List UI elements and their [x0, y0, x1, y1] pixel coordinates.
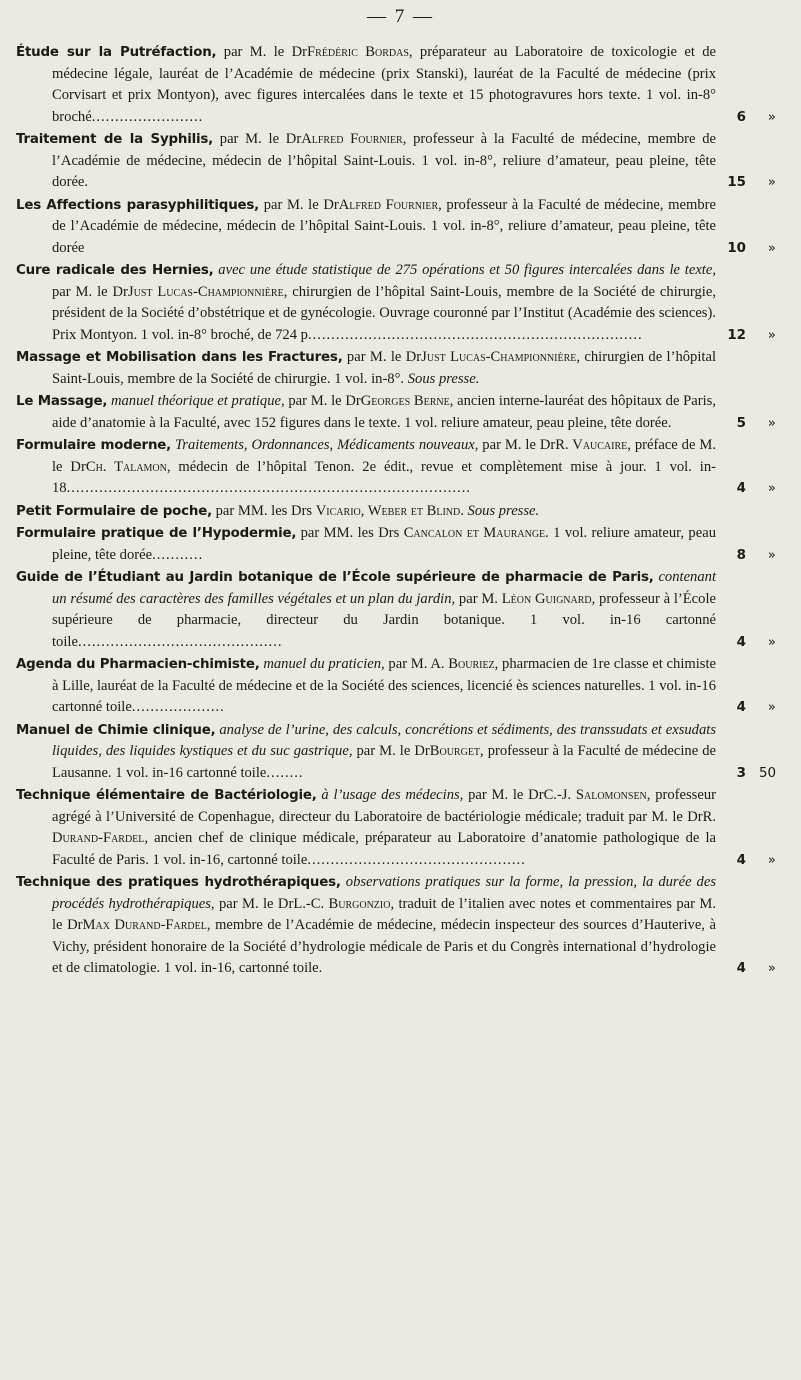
entry-text: par MM. les D: [296, 525, 389, 541]
price: [724, 369, 786, 391]
entry-text: par M. le D: [52, 283, 124, 300]
entry-text: r: [697, 808, 703, 825]
entry-text: , chirurgien de l’hôpital Saint-Louis, membre de la Société de chirurgie, président de la Société d’obstétrique et de gynécologie. Ouvrage couronné par l’Institut (Académie des sciences). Prix Montyon. 1 vol. in-8° broché, de 724 p: [52, 283, 716, 343]
author-name: Max Durand-Fardel: [82, 917, 207, 933]
leader-dots: ...........: [152, 546, 204, 563]
price-centimes: »: [767, 547, 776, 563]
entry-title: Guide de l’Étudiant au Jardin botanique de l’École supérieure de pharmacie de Paris,: [16, 570, 654, 585]
entry-text: par M. le D: [213, 131, 297, 147]
entry-text: par M. le D: [352, 743, 425, 759]
price: [724, 238, 786, 260]
catalogue-entry: [16, 260, 786, 346]
leader-dots: ........: [266, 764, 304, 781]
entry-text: par M. le D: [259, 196, 334, 213]
price: [724, 545, 786, 567]
price-centimes: »: [767, 327, 776, 343]
author-name: C.-J. Salomonsen: [543, 787, 647, 803]
entry-description: [16, 654, 716, 719]
author-name: Alfred Fournier: [301, 131, 403, 147]
entry-description: [16, 391, 716, 434]
author-name: Cancalon et Maurange: [403, 525, 546, 541]
entry-text: , préparateur au Laboratoire de toxicologie et de médecine légale, lauréat de l’Académie de médecine (prix Stanski), lauréat de la Faculté de médecine (prix Corvisart et prix Montyon), avec figures intercalées dans le texte et 15 photogravures hors texte. 1 vol. in-8° broché: [52, 44, 716, 125]
entry-text: , professeur agrégé à l’Université de Copenhague, directeur du Laboratoire de bactériologie médicale; traduit par M. le D: [52, 787, 716, 825]
catalogue-entry: [16, 129, 786, 194]
entry-title: Cure radicale des Hernies,: [16, 263, 214, 278]
entry-text: par M.: [455, 590, 502, 607]
entry-text: r: [538, 787, 544, 803]
entry-text: r: [123, 283, 128, 300]
author-name: Georges Berne: [360, 393, 450, 409]
price-centimes: »: [767, 109, 776, 125]
entry-text: r: [296, 131, 302, 147]
leader-dots: ...............................................: [307, 851, 526, 868]
price-francs: 8: [736, 547, 746, 563]
price: [724, 172, 786, 194]
price: [724, 501, 786, 523]
entry-subtitle: observations pratiques sur la forme, la pression, la durée des procédés hydrothérapiques,: [52, 874, 717, 912]
entry-text: , professeur à la Faculté de médecine de Lausanne. 1 vol. in-16 cartonné toile: [52, 743, 716, 781]
entry-title: Agenda du Pharmacien-chimiste,: [16, 657, 260, 672]
entry-description: [16, 720, 716, 785]
entry-text: , ancien interne-lauréat des hôpitaux de Paris, aide d’anatomie à la Faculté, avec 152 figures dans le texte. 1 vol. reliure amateur, peau pleine, tête dorée.: [52, 393, 717, 431]
entry-description: [16, 435, 716, 500]
catalogue-entry: [16, 523, 786, 566]
entry-description: [16, 347, 716, 390]
entry-text: par M. le D: [463, 787, 539, 803]
price: [724, 325, 786, 347]
entry-text: , membre de l’Académie de médecine, médecin inspecteur des sources d’Hauterive, à Vichy, président honoraire de la Société d’hydrologie médicale de Paris et du Congrès international d’hydrologie et de climatologie. 1 vol. in-16, cartonné toile.: [52, 917, 716, 976]
entry-description: [16, 785, 716, 871]
entry-text: , ancien chef de clinique médicale, préparateur au Laboratoire d’anatomie pathologique de la Faculté de Paris. 1 vol. in-16, cartonné toile: [52, 830, 716, 868]
entry-description: [16, 872, 716, 980]
price: [724, 763, 786, 785]
catalogue-entry: [16, 872, 786, 980]
entry-title: Technique des pratiques hydrothérapiques,: [16, 875, 341, 890]
entry-text: , chirurgien de l’hôpital Saint-Louis, membre de la Société de chirurgie. 1 vol. in-8°.: [52, 349, 716, 387]
entry-text: r: [77, 917, 83, 933]
entry-text: par MM. les D: [211, 502, 302, 519]
entry-text: r: [550, 437, 556, 453]
entry-text: r: [333, 196, 339, 213]
price: [724, 107, 786, 129]
entry-description: [16, 129, 716, 194]
entry-description: [16, 42, 716, 128]
entry-text: r: [288, 895, 294, 912]
entry-text: par M. le D: [478, 437, 551, 453]
entry-description: [16, 567, 716, 653]
catalogue-entry: [16, 42, 786, 128]
catalogue-entry: [16, 720, 786, 785]
price-centimes: »: [767, 481, 776, 496]
catalogue-entry: [16, 347, 786, 390]
price: [724, 478, 786, 500]
catalogue-entry: [16, 567, 786, 653]
price-francs: 4: [736, 700, 746, 715]
price-francs: 15: [727, 175, 746, 190]
catalogue-entry: [16, 391, 786, 434]
entry-text: r: [302, 44, 308, 60]
price: [724, 958, 786, 980]
entry-title: Formulaire pratique de l’Hypodermie,: [16, 526, 297, 541]
author-name: Just Lucas-Championnière: [127, 283, 284, 300]
price-francs: 10: [727, 240, 746, 256]
price-centimes: »: [767, 700, 776, 715]
entry-subtitle: Traitements, Ordonnances, Médicaments nouveaux,: [171, 437, 479, 453]
price-centimes: »: [767, 240, 776, 256]
leader-dots: ........................: [91, 108, 204, 125]
catalogue-entries: [16, 42, 786, 981]
entry-text: par M. A.: [384, 656, 449, 672]
entry-subtitle: avec une étude statistique de 275 opérations et 50 figures intercalées dans le texte,: [213, 262, 716, 278]
author-name: Vicario, Weber et Blind: [315, 502, 461, 519]
price-francs: 4: [736, 961, 746, 976]
entry-title: Étude sur la Putréfaction,: [16, 45, 217, 60]
entry-text: , préface de M. le D: [52, 437, 716, 475]
catalogue-entry: [16, 501, 786, 523]
entry-description: [16, 523, 716, 566]
author-name: Bourget: [429, 743, 481, 759]
entry-subtitle: manuel théorique et pratique,: [107, 393, 285, 409]
entry-text: rs: [388, 525, 404, 541]
price-francs: 4: [736, 634, 746, 650]
price-centimes: »: [767, 852, 776, 868]
author-name: Alfred Fournier: [338, 196, 439, 213]
price: [724, 413, 786, 435]
entry-subtitle: analyse de l’urine, des calculs, concrétions et sédiments, des transsudats et exsudats liquides, des liquides kystiques et du suc gastrique,: [52, 721, 717, 759]
entry-text: r: [416, 349, 422, 365]
price-francs: 3: [736, 765, 746, 781]
author-name: L.-C. Burgonzio: [293, 895, 391, 912]
entry-text: r: [80, 458, 86, 475]
entry-title: Les Affections parasyphilitiques,: [16, 197, 260, 213]
entry-title: Massage et Mobilisation dans les Fractures,: [16, 350, 343, 365]
entry-text: par M. le D: [284, 393, 356, 409]
price-centimes: »: [767, 961, 776, 976]
catalogue-entry: [16, 195, 786, 260]
entry-text: , professeur à la Faculté de médecine, membre de l’Académie de médecine, médecin de l’hôpital Saint-Louis. 1 vol. in-8°, reliure d’amateur, peau pleine, tête dorée.: [52, 131, 716, 190]
entry-text: , professeur à la Faculté de médecine, membre de l’Académie de médecine, médecin de l’hôpital Saint-Louis. 1 vol. in-8°, reliure d’amateur, peau pleine, tête dorée: [52, 196, 716, 256]
price-centimes: »: [767, 634, 776, 650]
entry-subtitle: à l’usage des médecins,: [316, 787, 464, 803]
price-centimes: »: [767, 415, 776, 431]
entry-title: Manuel de Chimie clinique,: [16, 722, 216, 738]
price-francs: 6: [736, 109, 746, 125]
catalogue-entry: [16, 785, 786, 871]
entry-subtitle: manuel du praticien,: [259, 656, 385, 672]
author-name: Just Lucas-Championnière: [421, 349, 577, 365]
leader-dots: ....................: [131, 699, 225, 715]
author-name: Frédéric Bordas: [307, 44, 409, 60]
entry-title: Technique élémentaire de Bactériologie,: [16, 788, 317, 803]
entry-title: Traitement de la Syphilis,: [16, 132, 214, 147]
price-centimes: 50: [758, 765, 776, 781]
author-name: Bouriez: [448, 656, 495, 672]
entry-text: rs: [301, 502, 316, 519]
price: [724, 632, 786, 654]
author-name: R. Vaucaire: [555, 437, 628, 453]
entry-description: [16, 260, 716, 346]
entry-text: par M. le D: [342, 349, 417, 365]
leader-dots: .......................................................................................: [66, 480, 472, 496]
author-name: R. Durand-Fardel: [52, 808, 716, 846]
entry-title: Petit Formulaire de poche,: [16, 503, 212, 519]
price: [724, 697, 786, 719]
leader-dots: ........................................................................: [307, 326, 643, 343]
entry-text: par M. le D: [216, 44, 303, 60]
price-centimes: »: [767, 175, 776, 190]
entry-description: [16, 195, 716, 260]
entry-title: Formulaire moderne,: [16, 438, 172, 453]
entry-text: , médecin de l’hôpital Tenon. 2e édit., revue et complètement mise à jour. 1 vol. in-18: [52, 458, 716, 496]
leader-dots: ............................................: [77, 633, 283, 650]
entry-text: , pharmacien de 1re classe et chimiste à Lille, lauréat de la Faculté de médecine et de la Société des sciences, licencié ès sciences naturelles. 1 vol. in-16 cartonné toile: [52, 656, 716, 715]
catalogue-entry: [16, 435, 786, 500]
entry-text: , professeur à l’École supérieure de pharmacie, directeur du Jardin botanique. 1 vol. in-16 cartonné toile: [52, 590, 716, 650]
entry-title: Le Massage,: [16, 394, 108, 409]
price-francs: 5: [736, 415, 746, 431]
entry-text: , traduit de l’italien avec notes et commentaires par M. le D: [52, 895, 716, 933]
catalogue-entry: [16, 654, 786, 719]
page-number: — 7 —: [367, 6, 434, 27]
author-name: Léon Guignard: [501, 590, 592, 607]
entry-text: . 1 vol. reliure amateur, peau pleine, tête dorée: [52, 525, 716, 563]
entry-subtitle: Sous presse.: [467, 502, 540, 519]
entry-subtitle: contenant un résumé des caractères des familles végétales et un plan du jardin,: [52, 569, 716, 607]
price-francs: 4: [736, 852, 746, 868]
price: [724, 850, 786, 872]
price-francs: 12: [727, 327, 746, 343]
entry-text: par M. le D: [214, 895, 289, 912]
entry-text: .: [460, 502, 468, 519]
entry-subtitle: Sous presse.: [407, 370, 480, 387]
entry-text: r: [355, 393, 361, 409]
entry-text: r: [424, 743, 430, 759]
price-francs: 4: [736, 481, 746, 496]
entry-description: [16, 501, 716, 523]
author-name: Ch. Talamon: [85, 458, 167, 475]
